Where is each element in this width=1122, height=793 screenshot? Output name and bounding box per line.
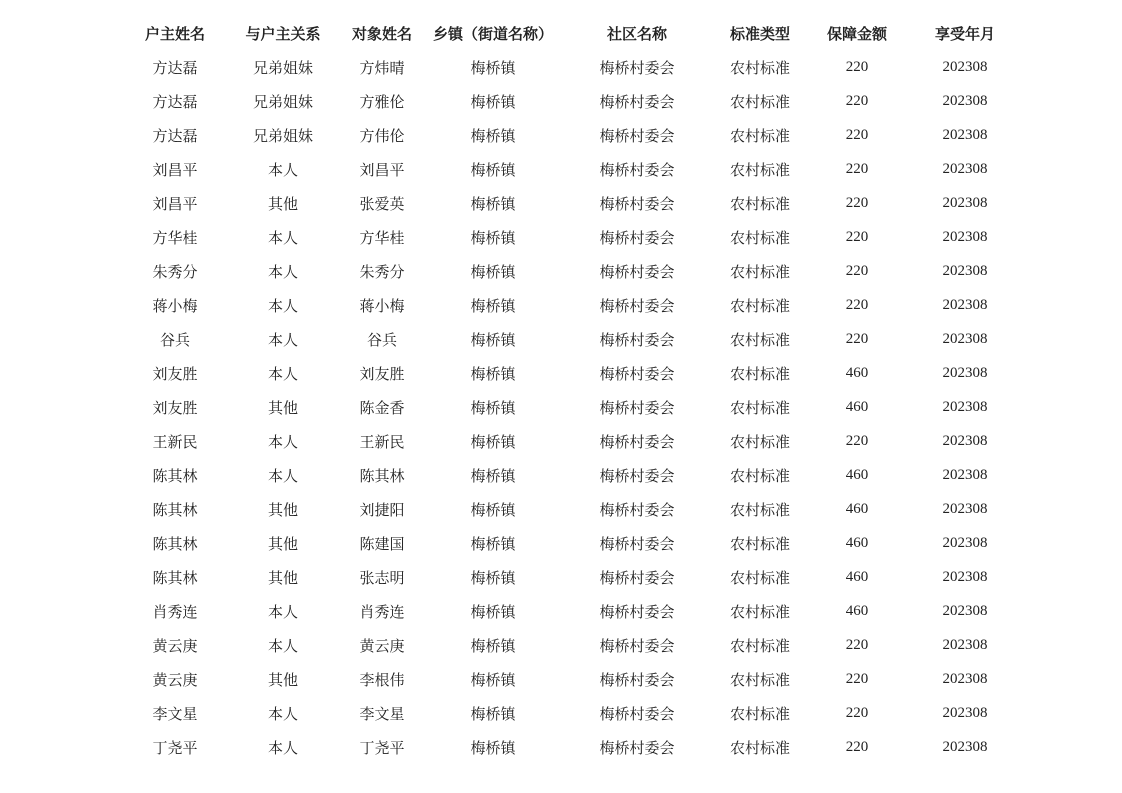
community-cell: 梅桥村委会	[599, 704, 675, 723]
month-cell: 202308	[942, 58, 988, 75]
relationship-cell: 其他	[267, 194, 298, 213]
recipient-name-cell: 李根伟	[359, 670, 405, 689]
table-row	[120, 696, 1020, 730]
community-cell: 梅桥村委会	[599, 262, 675, 281]
householder-name-cell: 方达磊	[152, 92, 198, 111]
recipient-name-cell: 黄云庚	[359, 636, 405, 655]
standard-type-cell: 农村标准	[729, 58, 790, 77]
table-row	[120, 390, 1020, 424]
amount-cell: 460	[845, 398, 869, 415]
table-row	[120, 560, 1020, 594]
amount-cell: 220	[845, 92, 869, 109]
header-relationship: 与户主关系	[245, 24, 321, 43]
month-cell: 202308	[942, 398, 988, 415]
table-row	[120, 662, 1020, 696]
table-row	[120, 628, 1020, 662]
relationship-cell: 其他	[267, 534, 298, 553]
recipient-name-cell: 谷兵	[366, 330, 397, 349]
householder-name-cell: 方达磊	[152, 126, 198, 145]
month-cell: 202308	[942, 228, 988, 245]
householder-name-cell: 陈其林	[152, 568, 198, 587]
recipient-name-cell: 张志明	[359, 568, 405, 587]
month-cell: 202308	[942, 92, 988, 109]
relationship-cell: 本人	[267, 228, 298, 247]
amount-cell: 220	[845, 432, 869, 449]
table-body	[120, 50, 1020, 764]
header-standard-type: 标准类型	[729, 24, 790, 43]
amount-cell: 220	[845, 228, 869, 245]
relationship-cell: 本人	[267, 738, 298, 757]
table-header	[120, 16, 1020, 50]
relationship-cell: 本人	[267, 330, 298, 349]
township-cell: 梅桥镇	[470, 398, 516, 417]
standard-type-cell: 农村标准	[729, 636, 790, 655]
community-cell: 梅桥村委会	[599, 500, 675, 519]
community-cell: 梅桥村委会	[599, 160, 675, 179]
standard-type-cell: 农村标准	[729, 602, 790, 621]
amount-cell: 460	[845, 602, 869, 619]
standard-type-cell: 农村标准	[729, 500, 790, 519]
header-householder-name: 户主姓名	[144, 24, 205, 43]
relationship-cell: 本人	[267, 432, 298, 451]
township-cell: 梅桥镇	[470, 466, 516, 485]
community-cell: 梅桥村委会	[599, 194, 675, 213]
table-row	[120, 526, 1020, 560]
standard-type-cell: 农村标准	[729, 126, 790, 145]
relationship-cell: 本人	[267, 704, 298, 723]
amount-cell: 220	[845, 738, 869, 755]
householder-name-cell: 方华桂	[152, 228, 198, 247]
standard-type-cell: 农村标准	[729, 738, 790, 757]
standard-type-cell: 农村标准	[729, 194, 790, 213]
amount-cell: 220	[845, 58, 869, 75]
month-cell: 202308	[942, 126, 988, 143]
standard-type-cell: 农村标准	[729, 466, 790, 485]
standard-type-cell: 农村标准	[729, 262, 790, 281]
householder-name-cell: 肖秀连	[152, 602, 198, 621]
community-cell: 梅桥村委会	[599, 432, 675, 451]
month-cell: 202308	[942, 602, 988, 619]
community-cell: 梅桥村委会	[599, 466, 675, 485]
township-cell: 梅桥镇	[470, 432, 516, 451]
householder-name-cell: 蒋小梅	[152, 296, 198, 315]
table-row	[120, 594, 1020, 628]
table-row	[120, 356, 1020, 390]
relationship-cell: 其他	[267, 500, 298, 519]
householder-name-cell: 黄云庚	[152, 636, 198, 655]
amount-cell: 220	[845, 126, 869, 143]
community-cell: 梅桥村委会	[599, 228, 675, 247]
header-township: 乡镇（街道名称）	[432, 24, 553, 43]
township-cell: 梅桥镇	[470, 330, 516, 349]
relationship-cell: 其他	[267, 568, 298, 587]
recipient-name-cell: 刘友胜	[359, 364, 405, 383]
month-cell: 202308	[942, 466, 988, 483]
recipient-name-cell: 陈建国	[359, 534, 405, 553]
table-row	[120, 254, 1020, 288]
recipient-name-cell: 丁尧平	[359, 738, 405, 757]
householder-name-cell: 刘友胜	[152, 398, 198, 417]
recipient-name-cell: 陈其林	[359, 466, 405, 485]
standard-type-cell: 农村标准	[729, 296, 790, 315]
month-cell: 202308	[942, 262, 988, 279]
standard-type-cell: 农村标准	[729, 704, 790, 723]
standard-type-cell: 农村标准	[729, 92, 790, 111]
community-cell: 梅桥村委会	[599, 534, 675, 553]
month-cell: 202308	[942, 534, 988, 551]
community-cell: 梅桥村委会	[599, 568, 675, 587]
amount-cell: 460	[845, 534, 869, 551]
township-cell: 梅桥镇	[470, 534, 516, 553]
householder-name-cell: 黄云庚	[152, 670, 198, 689]
month-cell: 202308	[942, 670, 988, 687]
relationship-cell: 兄弟姐妹	[252, 92, 313, 111]
amount-cell: 220	[845, 160, 869, 177]
recipient-name-cell: 蒋小梅	[359, 296, 405, 315]
township-cell: 梅桥镇	[470, 670, 516, 689]
document-page	[120, 16, 1020, 764]
township-cell: 梅桥镇	[470, 92, 516, 111]
township-cell: 梅桥镇	[470, 58, 516, 77]
householder-name-cell: 谷兵	[159, 330, 190, 349]
township-cell: 梅桥镇	[470, 364, 516, 383]
householder-name-cell: 刘昌平	[152, 194, 198, 213]
month-cell: 202308	[942, 364, 988, 381]
relationship-cell: 本人	[267, 262, 298, 281]
header-month: 享受年月	[934, 24, 995, 43]
township-cell: 梅桥镇	[470, 602, 516, 621]
amount-cell: 220	[845, 636, 869, 653]
amount-cell: 220	[845, 670, 869, 687]
month-cell: 202308	[942, 330, 988, 347]
assistance-roster-table	[120, 16, 1020, 764]
amount-cell: 220	[845, 262, 869, 279]
amount-cell: 220	[845, 296, 869, 313]
relationship-cell: 兄弟姐妹	[252, 58, 313, 77]
householder-name-cell: 朱秀分	[152, 262, 198, 281]
month-cell: 202308	[942, 194, 988, 211]
relationship-cell: 本人	[267, 466, 298, 485]
community-cell: 梅桥村委会	[599, 738, 675, 757]
recipient-name-cell: 王新民	[359, 432, 405, 451]
table-row	[120, 492, 1020, 526]
relationship-cell: 其他	[267, 398, 298, 417]
month-cell: 202308	[942, 738, 988, 755]
table-row	[120, 322, 1020, 356]
table-row	[120, 288, 1020, 322]
amount-cell: 220	[845, 194, 869, 211]
recipient-name-cell: 朱秀分	[359, 262, 405, 281]
recipient-name-cell: 方炜晴	[359, 58, 405, 77]
township-cell: 梅桥镇	[470, 738, 516, 757]
community-cell: 梅桥村委会	[599, 58, 675, 77]
relationship-cell: 本人	[267, 364, 298, 383]
community-cell: 梅桥村委会	[599, 636, 675, 655]
community-cell: 梅桥村委会	[599, 330, 675, 349]
householder-name-cell: 丁尧平	[152, 738, 198, 757]
township-cell: 梅桥镇	[470, 126, 516, 145]
amount-cell: 220	[845, 330, 869, 347]
relationship-cell: 本人	[267, 636, 298, 655]
householder-name-cell: 刘友胜	[152, 364, 198, 383]
recipient-name-cell: 方华桂	[359, 228, 405, 247]
month-cell: 202308	[942, 160, 988, 177]
table-row	[120, 84, 1020, 118]
recipient-name-cell: 刘昌平	[359, 160, 405, 179]
relationship-cell: 本人	[267, 602, 298, 621]
recipient-name-cell: 张爱英	[359, 194, 405, 213]
householder-name-cell: 李文星	[152, 704, 198, 723]
householder-name-cell: 陈其林	[152, 466, 198, 485]
householder-name-cell: 刘昌平	[152, 160, 198, 179]
table-row	[120, 458, 1020, 492]
standard-type-cell: 农村标准	[729, 432, 790, 451]
month-cell: 202308	[942, 636, 988, 653]
relationship-cell: 兄弟姐妹	[252, 126, 313, 145]
amount-cell: 460	[845, 568, 869, 585]
standard-type-cell: 农村标准	[729, 568, 790, 587]
amount-cell: 460	[845, 466, 869, 483]
householder-name-cell: 陈其林	[152, 534, 198, 553]
month-cell: 202308	[942, 704, 988, 721]
community-cell: 梅桥村委会	[599, 296, 675, 315]
township-cell: 梅桥镇	[470, 296, 516, 315]
standard-type-cell: 农村标准	[729, 330, 790, 349]
header-amount: 保障金额	[826, 24, 887, 43]
township-cell: 梅桥镇	[470, 262, 516, 281]
township-cell: 梅桥镇	[470, 228, 516, 247]
community-cell: 梅桥村委会	[599, 92, 675, 111]
township-cell: 梅桥镇	[470, 500, 516, 519]
standard-type-cell: 农村标准	[729, 398, 790, 417]
amount-cell: 460	[845, 500, 869, 517]
header-community: 社区名称	[606, 24, 667, 43]
recipient-name-cell: 刘捷阳	[359, 500, 405, 519]
relationship-cell: 其他	[267, 670, 298, 689]
recipient-name-cell: 肖秀连	[359, 602, 405, 621]
standard-type-cell: 农村标准	[729, 160, 790, 179]
relationship-cell: 本人	[267, 296, 298, 315]
recipient-name-cell: 陈金香	[359, 398, 405, 417]
recipient-name-cell: 方雅伦	[359, 92, 405, 111]
standard-type-cell: 农村标准	[729, 228, 790, 247]
community-cell: 梅桥村委会	[599, 602, 675, 621]
standard-type-cell: 农村标准	[729, 670, 790, 689]
township-cell: 梅桥镇	[470, 160, 516, 179]
amount-cell: 220	[845, 704, 869, 721]
community-cell: 梅桥村委会	[599, 126, 675, 145]
amount-cell: 460	[845, 364, 869, 381]
table-row	[120, 186, 1020, 220]
township-cell: 梅桥镇	[470, 568, 516, 587]
month-cell: 202308	[942, 432, 988, 449]
township-cell: 梅桥镇	[470, 704, 516, 723]
householder-name-cell: 王新民	[152, 432, 198, 451]
month-cell: 202308	[942, 296, 988, 313]
township-cell: 梅桥镇	[470, 194, 516, 213]
community-cell: 梅桥村委会	[599, 398, 675, 417]
community-cell: 梅桥村委会	[599, 364, 675, 383]
header-recipient-name: 对象姓名	[351, 24, 412, 43]
township-cell: 梅桥镇	[470, 636, 516, 655]
table-row	[120, 118, 1020, 152]
table-row	[120, 220, 1020, 254]
recipient-name-cell: 方伟伦	[359, 126, 405, 145]
month-cell: 202308	[942, 500, 988, 517]
table-row	[120, 730, 1020, 764]
community-cell: 梅桥村委会	[599, 670, 675, 689]
standard-type-cell: 农村标准	[729, 364, 790, 383]
householder-name-cell: 方达磊	[152, 58, 198, 77]
header-row	[120, 16, 1020, 50]
recipient-name-cell: 李文星	[359, 704, 405, 723]
relationship-cell: 本人	[267, 160, 298, 179]
householder-name-cell: 陈其林	[152, 500, 198, 519]
month-cell: 202308	[942, 568, 988, 585]
table-row	[120, 424, 1020, 458]
table-row	[120, 152, 1020, 186]
standard-type-cell: 农村标准	[729, 534, 790, 553]
table-row	[120, 50, 1020, 84]
